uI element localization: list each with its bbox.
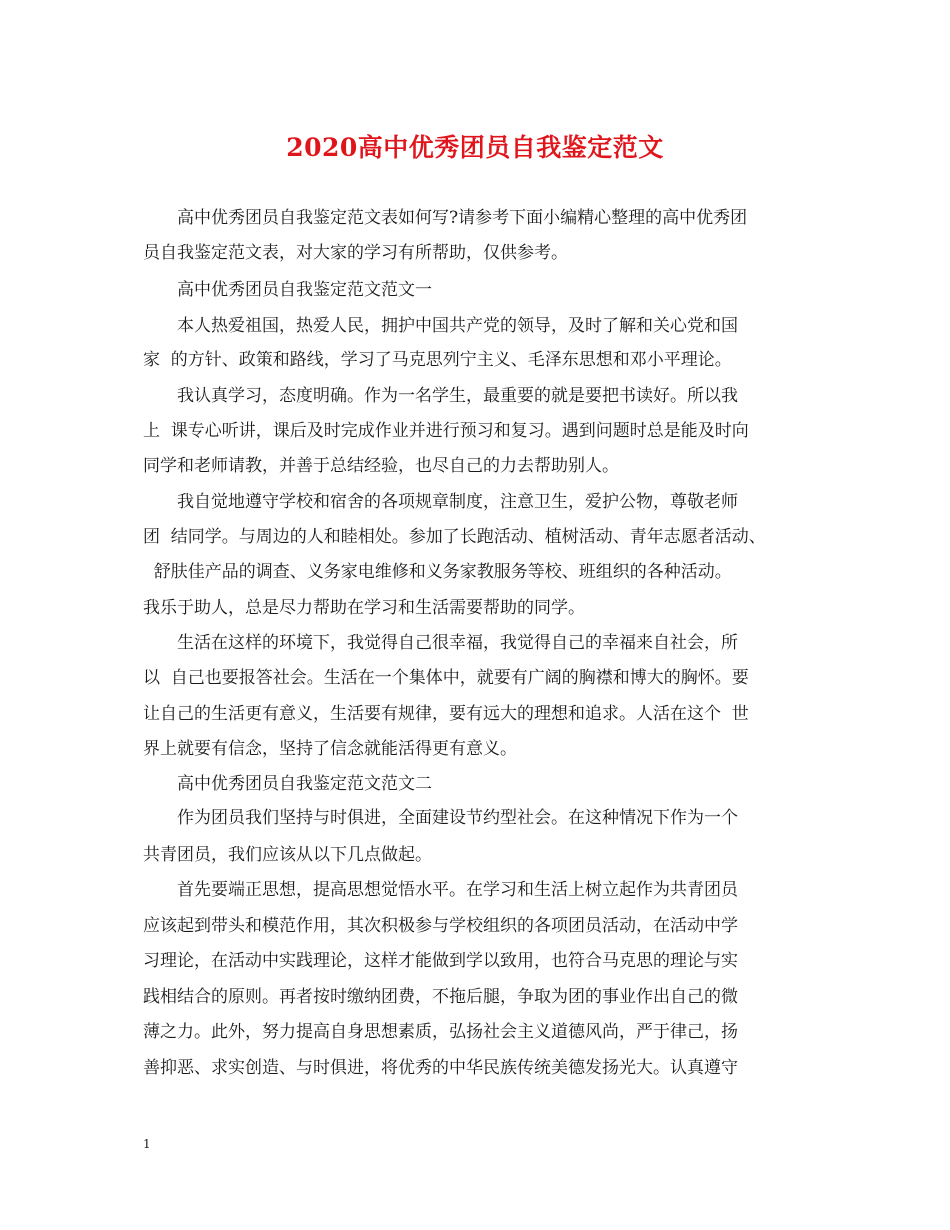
text-line: 共青团员，我们应该从以下几点做起。 xyxy=(143,845,432,865)
text-line: 员自我鉴定范文表，对大家的学习有所帮助，仅供参考。 xyxy=(143,243,568,263)
text-line: 作为团员我们坚持与时俱进，全面建设节约型社会。在这种情况下作为一个 xyxy=(143,808,738,828)
text-line: 本人热爱祖国，热爱人民，拥护中国共产党的领导，及时了解和关心党和国 xyxy=(143,316,738,336)
section-heading: 高中优秀团员自我鉴定范文范文一 xyxy=(143,280,432,300)
text-line: 我自觉地遵守学校和宿舍的各项规章制度，注意卫生，爱护公物，尊敬老师 xyxy=(143,492,738,512)
section-heading: 高中优秀团员自我鉴定范文范文二 xyxy=(143,774,432,794)
text-line: 薄之力。此外，努力提高自身思想素质，弘扬社会主义道德风尚，严于律己，扬 xyxy=(143,1022,738,1042)
text-line: 我乐于助人，总是尽力帮助在学习和生活需要帮助的同学。 xyxy=(143,598,585,618)
text-line: 上 课专心听讲，课后及时完成作业并进行预习和复习。遇到问题时总是能及时向 xyxy=(143,421,749,441)
text-line: 生活在这样的环境下，我觉得自己很幸福，我觉得自己的幸福来自社会，所 xyxy=(143,633,738,653)
text-line: 高中优秀团员自我鉴定范文表如何写?请参考下面小编精心整理的高中优秀团 xyxy=(143,208,748,228)
text-line: 应该起到带头和模范作用，其次积极参与学校组织的各项团员活动，在活动中学 xyxy=(143,916,738,936)
text-line: 团 结同学。与周边的人和睦相处。参加了长跑活动、植树活动、青年志愿者活动、 xyxy=(143,527,766,547)
text-line: 我认真学习，态度明确。作为一名学生，最重要的就是要把书读好。所以我 xyxy=(143,386,738,406)
page-number: 1 xyxy=(143,1137,151,1151)
text-line: 以 自己也要报答社会。生活在一个集体中，就要有广阔的胸襟和博大的胸怀。要 xyxy=(143,668,749,688)
text-line: 界上就要有信念，坚持了信念就能活得更有意义。 xyxy=(143,739,517,759)
text-line: 践相结合的原则。再者按时缴纳团费，不拖后腿，争取为团的事业作出自己的微 xyxy=(143,987,738,1007)
text-line: 首先要端正思想，提高思想觉悟水平。在学习和生活上树立起作为共青团员 xyxy=(143,880,738,900)
text-line: 善抑恶、求实创造、与时俱进，将优秀的中华民族传统美德发扬光大。认真遵守 xyxy=(143,1058,738,1078)
text-line: 让自己的生活更有意义，生活要有规律，要有远大的理想和追求。人活在这个 世 xyxy=(143,704,749,724)
document-title: 2020高中优秀团员自我鉴定范文 xyxy=(286,133,664,162)
text-line: 同学和老师请教，并善于总结经验，也尽自己的力去帮助别人。 xyxy=(143,456,619,476)
text-line: 舒肤佳产品的调查、义务家电维修和义务家教服务等校、班组织的各种活动。 xyxy=(143,562,732,582)
text-line: 习理论，在活动中实践理论，这样才能做到学以致用，也符合马克思的理论与实 xyxy=(143,951,738,971)
text-line: 家 的方针、政策和路线，学习了马克思列宁主义、毛泽东思想和邓小平理论。 xyxy=(143,350,732,370)
